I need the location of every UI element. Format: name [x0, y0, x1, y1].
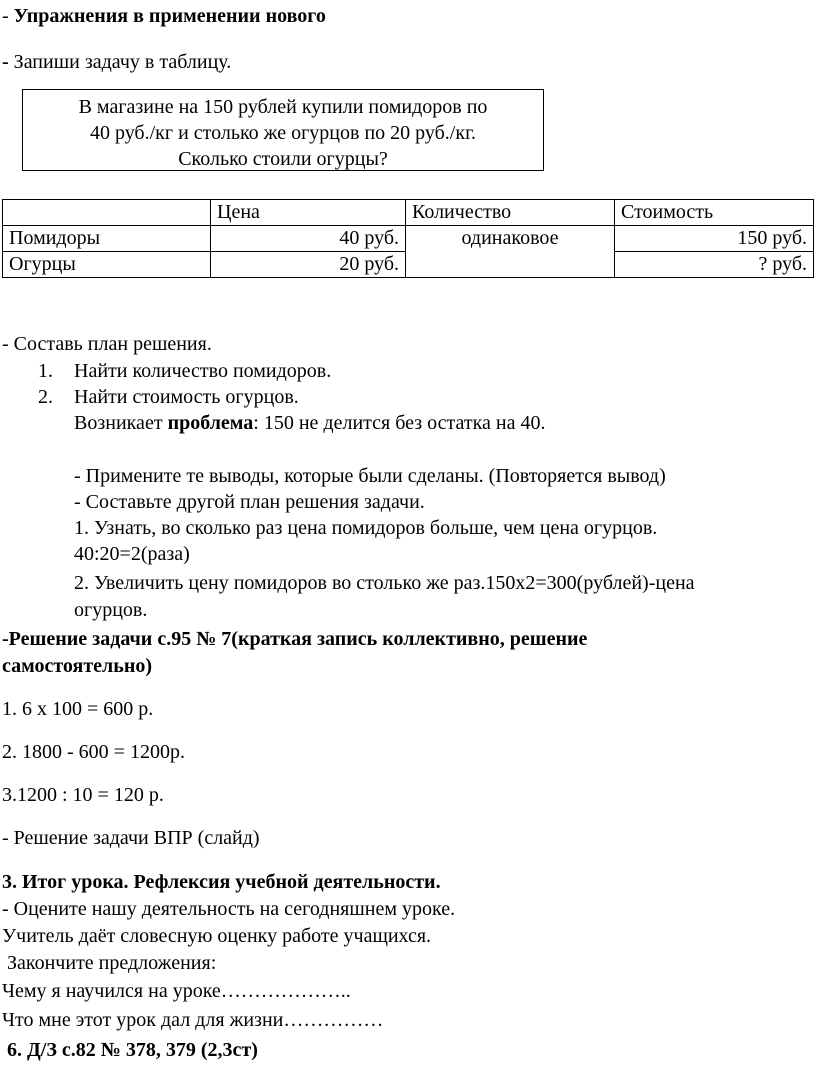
- table-cell-cost: 150 руб.: [615, 226, 814, 252]
- solution-title-line-1: -Решение задачи с.95 № 7(краткая запись коллективно, решение: [2, 628, 588, 650]
- problem-box: [22, 89, 544, 171]
- plan-item-1-number: 1.: [38, 360, 53, 382]
- table-header-cell: Цена: [211, 200, 406, 226]
- problem-line-1: В магазине на 150 рублей купили помидоров по: [78, 96, 488, 118]
- summary-line-2: Учитель даёт словесную оценку работе учащихся.: [2, 925, 432, 947]
- problem-note: Возникает проблема: 150 не делится без остатка на 40.: [74, 412, 546, 434]
- problem-table: [2, 199, 814, 278]
- alt-line-2: - Составьте другой план решения задачи.: [74, 491, 425, 513]
- solution-title-line-2: самостоятельно): [2, 655, 153, 677]
- plan-item-2: Найти стоимость огурцов.: [74, 386, 299, 408]
- alt-line-5: 2. Увеличить цену помидоров во столько же раз.150х2=300(рублей)-цена: [74, 572, 695, 594]
- summary-line-4: Чему я научился на уроке………………..: [2, 980, 351, 1002]
- summary-line-5: Что мне этот урок дал для жизни……………: [2, 1009, 384, 1031]
- table-cell-name: Огурцы: [3, 252, 211, 278]
- homework-line: 6. Д/З с.82 № 378, 379 (2,3ст): [2, 1039, 258, 1061]
- summary-line-3: Закончите предложения:: [2, 952, 217, 974]
- table-header-cell: Стоимость: [615, 200, 814, 226]
- alt-line-4: 40:20=2(раза): [74, 543, 190, 565]
- table-cell-name: Помидоры: [3, 226, 211, 252]
- table-cell-cost: ? руб.: [615, 252, 814, 278]
- plan-item-1: Найти количество помидоров.: [74, 360, 332, 382]
- heading-exercises: - Упражнения в применении нового: [2, 5, 326, 27]
- plan-item-2-number: 2.: [38, 386, 53, 408]
- table-header-row: [3, 200, 814, 226]
- solution-step-1: 1. 6 х 100 = 600 р.: [2, 698, 154, 720]
- alt-line-6: огурцов.: [74, 599, 148, 621]
- summary-title: 3. Итог урока. Рефлексия учебной деятельности.: [2, 871, 441, 893]
- alt-line-3: 1. Узнать, во сколько раз цена помидоров больше, чем цена огурцов.: [74, 517, 658, 539]
- vpr-line: - Решение задачи ВПР (слайд): [2, 827, 260, 849]
- alt-line-1: - Примените те выводы, которые были сделаны. (Повторяется вывод): [74, 465, 666, 487]
- table-header-cell: Количество: [406, 200, 615, 226]
- problem-line-3: Сколько стоили огурцы?: [178, 148, 388, 170]
- solution-step-3: 3.1200 : 10 = 120 р.: [2, 784, 164, 806]
- table-cell-price: 20 руб.: [211, 252, 406, 278]
- problem-line-2: 40 руб./кг и столько же огурцов по 20 руб./кг.: [89, 122, 477, 144]
- table-cell-quantity: одинаковое: [406, 226, 615, 278]
- table-header-cell: [3, 200, 211, 226]
- table-cell-price: 40 руб.: [211, 226, 406, 252]
- summary-line-1: - Оцените нашу деятельность на сегодняшнем уроке.: [2, 898, 456, 920]
- instruction-line: - Запиши задачу в таблицу.: [2, 51, 232, 73]
- plan-title: - Составь план решения.: [2, 333, 212, 355]
- table-row: [3, 226, 814, 252]
- heading-exercises-title: Упражнения в применении нового: [13, 5, 326, 27]
- problem-keyword: проблема: [167, 412, 254, 434]
- solution-step-2: 2. 1800 - 600 = 1200р.: [2, 741, 185, 763]
